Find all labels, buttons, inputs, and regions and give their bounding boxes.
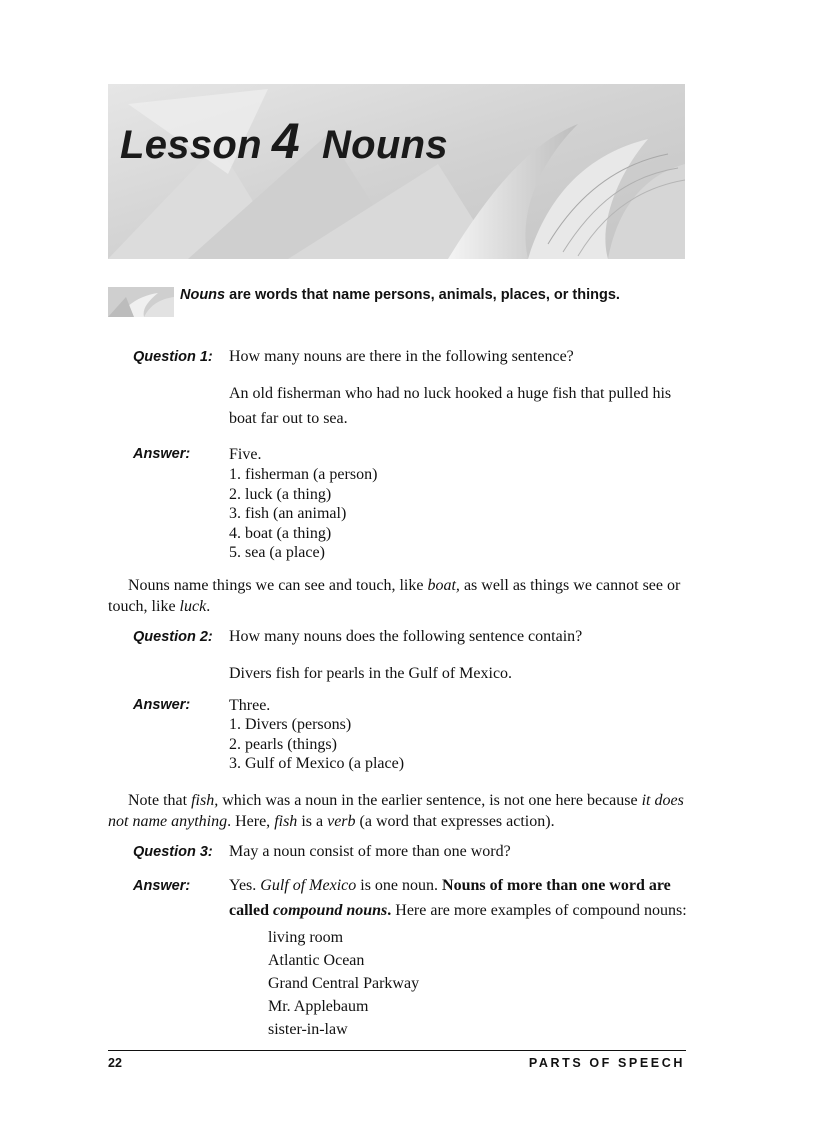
lesson-title <box>120 112 448 170</box>
definition-term: Nouns <box>180 287 226 303</box>
text-run-bold: Nouns of more than one word are <box>442 877 671 894</box>
text-run: Yes. <box>229 877 261 894</box>
list-item: living room <box>268 929 344 946</box>
paragraph-fish-verb-note <box>108 790 688 832</box>
text-run: . Here, <box>227 813 275 830</box>
answer-3-line1 <box>229 875 671 896</box>
answer-1-text: Five. <box>229 446 262 463</box>
text-run: as well as things we cannot see or touch, like <box>108 577 681 615</box>
text-run-italic: boat, <box>427 577 460 594</box>
text-run: Here are more examples of compound nouns: <box>391 902 687 919</box>
answer-2-text: Three. <box>229 697 271 714</box>
question-3-label: Question 3: <box>133 844 213 860</box>
lesson-word: Lesson <box>120 123 262 167</box>
list-item: 1. fisherman (a person) <box>229 466 378 483</box>
answer-1-label: Answer: <box>133 446 191 462</box>
text-run: Note that <box>128 792 192 809</box>
book-thumbnail-icon <box>108 287 174 317</box>
text-run-bold: . <box>387 902 392 919</box>
list-item: 3. Gulf of Mexico (a place) <box>229 755 405 772</box>
compound-noun-examples <box>268 926 419 1041</box>
question-1-text: How many nouns are there in the following sentence? <box>229 348 574 365</box>
list-item: Atlantic Ocean <box>268 952 365 969</box>
text-run: (a word that expresses action). <box>355 813 555 830</box>
list-item: 2. pearls (things) <box>229 735 337 753</box>
noun-definition <box>180 286 650 304</box>
text-run-italic: fish <box>274 813 298 830</box>
text-run-bold: called <box>229 902 273 919</box>
text-run-italic: Gulf of Mexico <box>260 877 357 894</box>
list-item: sister-in-law <box>268 1021 348 1038</box>
list-item: 1. Divers (persons) <box>229 716 352 733</box>
answer-2-list <box>229 715 404 774</box>
answer-2-label: Answer: <box>133 697 191 713</box>
question-2-label: Question 2: <box>133 629 213 645</box>
open-book-background-image <box>108 84 685 259</box>
list-item: Mr. Applebaum <box>268 998 369 1015</box>
text-run: is a <box>297 813 328 830</box>
text-run-italic: it does not name anything <box>108 792 684 830</box>
question-1-label: Question 1: <box>133 349 213 365</box>
list-item: 3. fish (an animal) <box>229 505 347 522</box>
question-2-sentence: Divers fish for pearls in the Gulf of Mexico. <box>229 665 513 682</box>
lesson-number: 4 <box>271 113 300 169</box>
lesson-topic: Nouns <box>321 123 448 167</box>
list-item: 4. boat (a thing) <box>229 524 332 542</box>
list-item: 5. sea (a place) <box>229 544 325 561</box>
page-number: 22 <box>108 1056 122 1070</box>
answer-1-list <box>229 465 377 563</box>
list-item: Grand Central Parkway <box>268 975 420 992</box>
term-compound-nouns: compound nouns <box>273 902 388 919</box>
text-run: . <box>206 598 211 615</box>
text-run: Nouns name things we can see and touch, like <box>128 577 428 594</box>
question-3-text: May a noun consist of more than one word? <box>229 843 511 860</box>
answer-3-label: Answer: <box>133 878 191 894</box>
question-1-sentence-line2: boat far out to sea. <box>229 410 348 427</box>
lesson-banner <box>108 84 685 259</box>
definition-text: are words that name persons, animals, places, or things. <box>225 287 620 303</box>
text-run-italic: fish, <box>191 792 219 809</box>
footer-rule <box>108 1050 686 1051</box>
text-run: is one noun. <box>356 877 443 894</box>
text-run-italic: luck <box>179 598 207 615</box>
paragraph-nouns-intro <box>108 575 688 617</box>
text-run: which was a noun in the earlier sentence, is not one here because <box>218 792 642 809</box>
text-run-italic: verb <box>327 813 356 830</box>
question-1-sentence-line1: An old fisherman who had no luck hooked a huge fish that pulled his <box>229 385 672 402</box>
list-item: 2. luck (a thing) <box>229 485 332 503</box>
section-title: PARTS OF SPEECH <box>528 1056 685 1070</box>
answer-3-line2 <box>229 900 687 921</box>
question-2-text: How many nouns does the following sentence contain? <box>229 628 583 645</box>
